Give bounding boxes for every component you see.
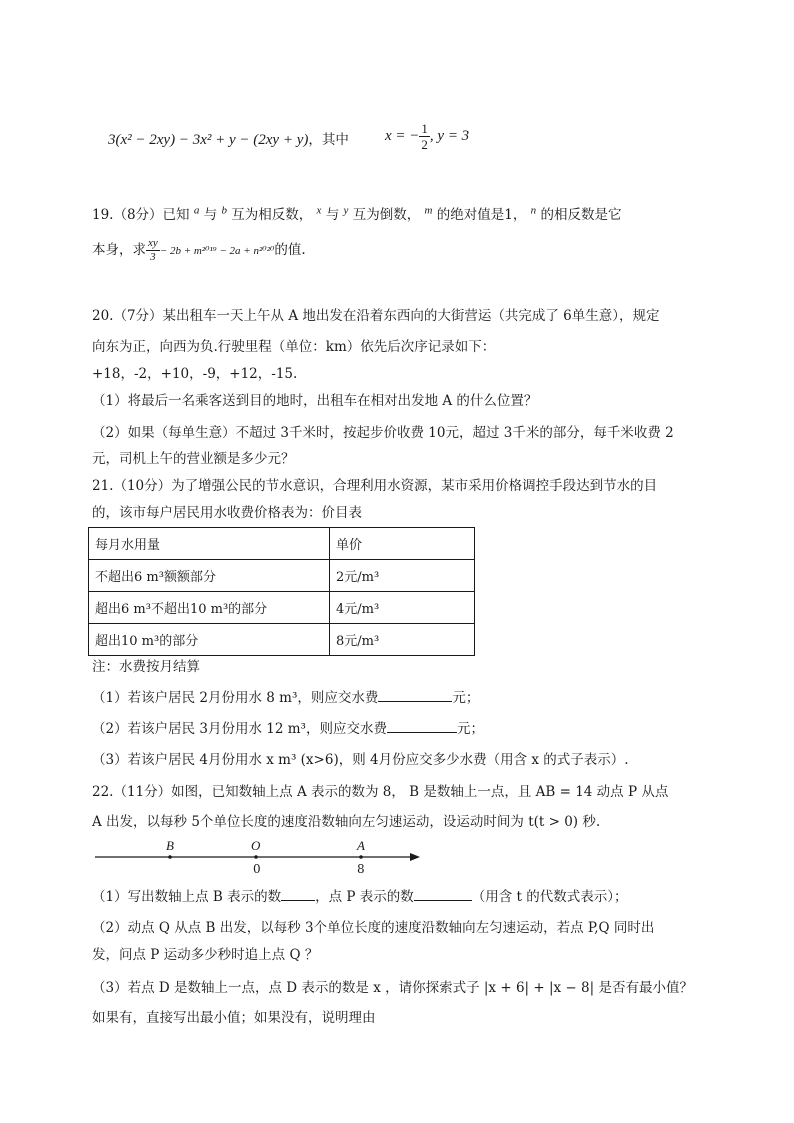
q20-line1: 20.（7分）某出租车一天上午从 A 地出发在沿着东西向的大街营运（共完成了 6单生意），规定 bbox=[92, 308, 660, 324]
q20-line3: +18，-2，+10，-9，+12，-15. bbox=[92, 366, 298, 382]
table-header-cell: 单价 bbox=[330, 528, 475, 560]
q18-expression: 3(x² − 2xy) − 3x² + y − (2xy + y)，其中 bbox=[108, 132, 349, 148]
table-header-cell: 每月水用量 bbox=[89, 528, 330, 560]
table-cell: 4元/m³ bbox=[330, 592, 475, 624]
table-header-row bbox=[89, 528, 475, 560]
table-row bbox=[89, 592, 475, 624]
q20-line5: （2）如果（每单生意）不超过 3千米时，按起步价收费 10元，超过 3千米的部分，每千米收费 2 bbox=[92, 425, 674, 441]
q20-line6: 元，司机上午的营业额是多少元？ bbox=[92, 451, 295, 467]
q22-sub2-line2: 发，问点 P 运动多少秒时追上点 Q ？ bbox=[92, 947, 319, 963]
q21-sub2: （2）若该户居民 3月份用水 12 m³，则应交水费 元； bbox=[92, 721, 484, 737]
q20-line2: 向东为正，向西为负.行驶里程（单位：km）依先后次序记录如下： bbox=[92, 339, 496, 355]
axis-label-eight: 8 bbox=[357, 862, 365, 876]
axis-arrow-icon bbox=[410, 853, 420, 861]
axis-label-o: O bbox=[251, 838, 261, 853]
q21-sub1: （1）若该户居民 2月份用水 8 m³，则应交水费 元； bbox=[92, 690, 480, 706]
point-a-dot bbox=[359, 855, 363, 859]
q22-sub3-line1: （3）若点 D 是数轴上一点，点 D 表示的数是 x ，请你探索式子 |x + 6| + |x − 8| 是否有最小值？ bbox=[92, 980, 693, 996]
axis-label-b: B bbox=[166, 838, 174, 853]
answer-blank[interactable] bbox=[281, 887, 315, 901]
table-cell: 8元/m³ bbox=[330, 624, 475, 656]
q22-sub3-line2: 如果有，直接写出最小值；如果没有，说明理由 bbox=[92, 1010, 376, 1026]
axis-label-zero: 0 bbox=[253, 862, 261, 876]
price-table bbox=[88, 527, 475, 656]
table-cell: 超出6 m³不超出10 m³的部分 bbox=[89, 592, 330, 624]
q21-line1: 21.（10分）为了增强公民的节水意识，合理利用水资源，某市采用价格调控手段达到节水的目 bbox=[92, 478, 658, 494]
q22-sub2-line1: （2）动点 Q 从点 B 出发，以每秒 3个单位长度的速度沿数轴向左匀速运动，若点 P,Q 同时出 bbox=[92, 920, 655, 936]
table-cell: 不超出6 m³额额部分 bbox=[89, 560, 330, 592]
table-cell: 2元/m³ bbox=[330, 560, 475, 592]
point-b-dot bbox=[168, 855, 172, 859]
q22-line1: 22.（11分）如图，已知数轴上点 A 表示的数为 8， B 是数轴上一点，且 AB = 14 动点 P 从点 bbox=[92, 784, 669, 800]
answer-blank[interactable] bbox=[378, 688, 452, 702]
answer-blank[interactable] bbox=[414, 887, 472, 901]
q19-line1: 19.（8分）已知 $^a$ 与 $^b$ 互为相反数， $^x$ 与 $^y$ 互为倒数， $^m$ 的绝对值是1， $^n$ 的相反数是它 bbox=[92, 204, 622, 223]
table-row bbox=[89, 560, 475, 592]
q18-condition: x = − $\frac{1}{2}$ , y = 3 bbox=[385, 121, 470, 152]
q19-line2: 本身，求 $\frac{xy}{3}$ − 2b + m²⁰¹⁹ − 2a + n²⁰²⁰的值. bbox=[92, 237, 306, 263]
table-row bbox=[89, 624, 475, 656]
table-cell: 超出10 m³的部分 bbox=[89, 624, 330, 656]
q21-note: 注：水费按月结算 bbox=[92, 659, 200, 675]
q22-sub1: （1）写出数轴上点 B 表示的数 ，点 P 表示的数 （用含 t 的代数式表示）； bbox=[92, 889, 628, 905]
point-o-dot bbox=[254, 855, 258, 859]
q22-line2: A 出发，以每秒 5个单位长度的速度沿数轴向左匀速运动，设运动时间为 t(t > 0) 秒. bbox=[92, 814, 601, 830]
axis-label-a: A bbox=[357, 838, 365, 853]
q20-line4: （1）将最后一名乘客送到目的地时，出租车在相对出发地 A 的什么位置？ bbox=[92, 393, 538, 409]
answer-blank[interactable] bbox=[387, 719, 457, 733]
q21-line2: 的，该市每户居民用水收费价格表为：价目表 bbox=[92, 505, 362, 521]
q21-sub3: （3）若该户居民 4月份用水 x m³ (x>6)，则 4月份应交多少水费（用含 x 的式子表示）. bbox=[92, 752, 629, 768]
